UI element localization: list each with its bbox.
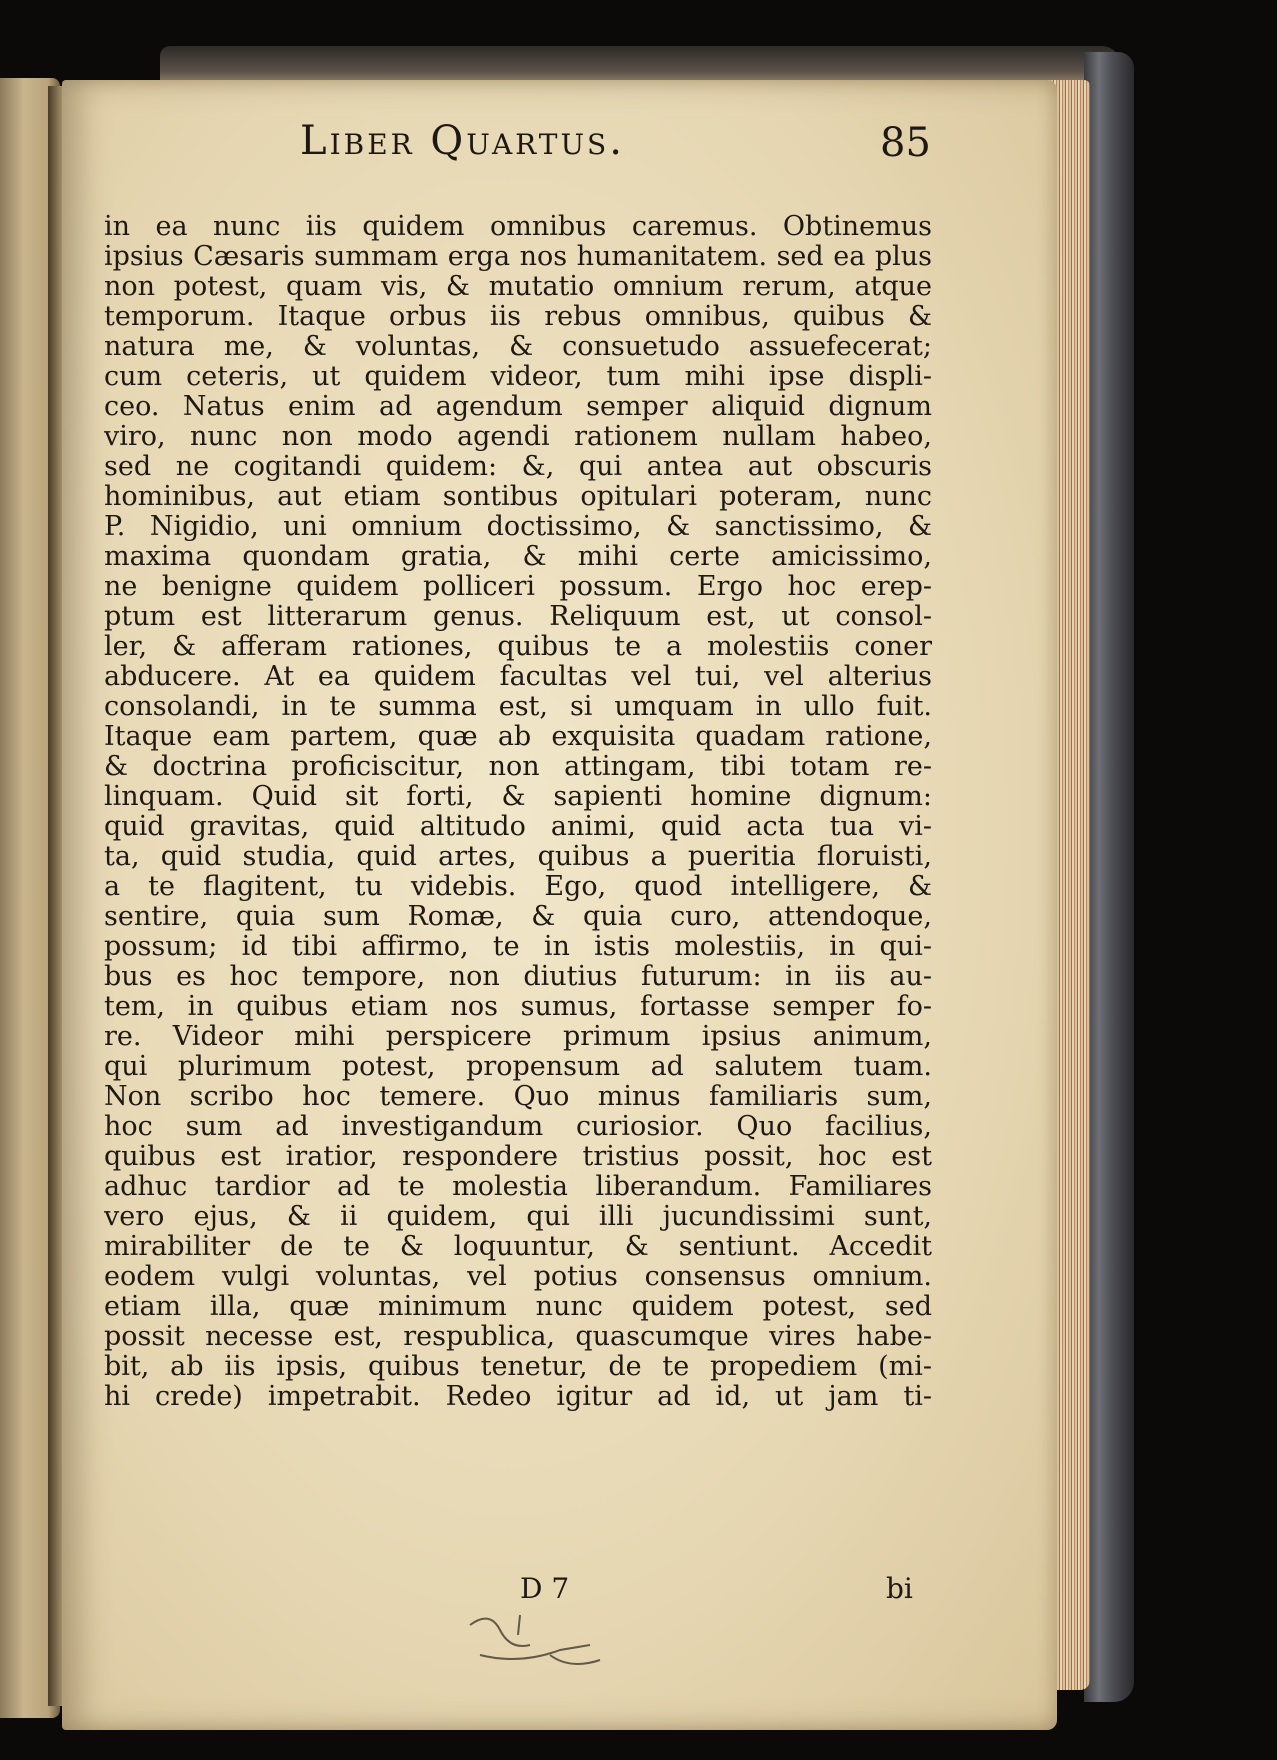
text-line: & doctrina proficiscitur, non attingam, tibi totam re-	[104, 752, 932, 782]
text-line: a te flagitent, tu videbis. Ego, quod intelligere, &	[104, 872, 932, 902]
text-line: bus es hoc tempore, non diutius futurum: in iis au-	[104, 962, 932, 992]
text-line: abducere. At ea quidem facultas vel tui, vel alterius	[104, 662, 932, 692]
text-line: consolandi, in te summa est, si umquam in ullo fuit.	[104, 692, 932, 722]
text-line: ne benigne quidem polliceri possum. Ergo hoc erep-	[104, 572, 932, 602]
text-line: non potest, quam vis, & mutatio omnium rerum, atque	[104, 272, 932, 302]
text-line: ceo. Natus enim ad agendum semper aliquid dignum	[104, 392, 932, 422]
text-line: cum ceteris, ut quidem videor, tum mihi ipse displi-	[104, 362, 932, 392]
text-line: mirabiliter de te & loquuntur, & sentiunt. Accedit	[104, 1232, 932, 1262]
text-line: ipsius Cæsaris summam erga nos humanitatem. sed ea plus	[104, 242, 932, 272]
text-line: sentire, quia sum Romæ, & quia curo, attendoque,	[104, 902, 932, 932]
text-line: hi crede) impetrabit. Redeo igitur ad id, ut jam ti-	[104, 1382, 932, 1412]
page-number: 85	[880, 120, 931, 166]
text-line: ta, quid studia, quid artes, quibus a pueritia floruisti,	[104, 842, 932, 872]
body-text	[104, 212, 932, 1412]
text-line: bit, ab iis ipsis, quibus tenetur, de te propediem (mi-	[104, 1352, 932, 1382]
text-line: eodem vulgi voluntas, vel potius consensus omnium.	[104, 1262, 932, 1292]
text-line: qui plurimum potest, propensum ad salutem tuam.	[104, 1052, 932, 1082]
text-line: re. Videor mihi perspicere primum ipsius animum,	[104, 1022, 932, 1052]
ink-scribble	[460, 1605, 610, 1675]
text-line: possum; id tibi affirmo, te in istis molestiis, in qui-	[104, 932, 932, 962]
text-line: possit necesse est, respublica, quascumque vires habe-	[104, 1322, 932, 1352]
text-line: viro, nunc non modo agendi rationem nullam habeo,	[104, 422, 932, 452]
text-line: in ea nunc iis quidem omnibus caremus. Obtinemus	[104, 212, 932, 242]
text-line: ler, & afferam rationes, quibus te a molestiis coner	[104, 632, 932, 662]
text-line: tem, in quibus etiam nos sumus, fortasse semper fo-	[104, 992, 932, 1022]
text-line: ptum est litterarum genus. Reliquum est, ut consol-	[104, 602, 932, 632]
text-line: P. Nigidio, uni omnium doctissimo, & sanctissimo, &	[104, 512, 932, 542]
text-line: maxima quondam gratia, & mihi certe amicissimo,	[104, 542, 932, 572]
text-line: hoc sum ad investigandum curiosior. Quo facilius,	[104, 1112, 932, 1142]
text-line: etiam illa, quæ minimum nunc quidem potest, sed	[104, 1292, 932, 1322]
text-line: quid gravitas, quid altitudo animi, quid acta tua vi-	[104, 812, 932, 842]
book-cover-top-edge	[160, 46, 1120, 82]
text-line: adhuc tardior ad te molestia liberandum. Familiares	[104, 1172, 932, 1202]
text-line: Non scribo hoc temere. Quo minus familiaris sum,	[104, 1082, 932, 1112]
signature-mark: D 7	[520, 1572, 570, 1605]
text-line: natura me, & voluntas, & consuetudo assuefecerat;	[104, 332, 932, 362]
text-line: linquam. Quid sit forti, & sapienti homine dignum:	[104, 782, 932, 812]
text-line: vero ejus, & ii quidem, qui illi jucundissimi sunt,	[104, 1202, 932, 1232]
text-line: hominibus, aut etiam sontibus opitulari poteram, nunc	[104, 482, 932, 512]
text-line: Itaque eam partem, quæ ab exquisita quadam ratione,	[104, 722, 932, 752]
running-title: Liber Quartus.	[300, 118, 625, 164]
book-cover-right-edge	[1084, 52, 1134, 1702]
text-line: sed ne cogitandi quidem: &, qui antea aut obscuris	[104, 452, 932, 482]
text-line: temporum. Itaque orbus iis rebus omnibus, quibus &	[104, 302, 932, 332]
catchword: bi	[886, 1572, 913, 1605]
text-line: quibus est iratior, respondere tristius possit, hoc est	[104, 1142, 932, 1172]
